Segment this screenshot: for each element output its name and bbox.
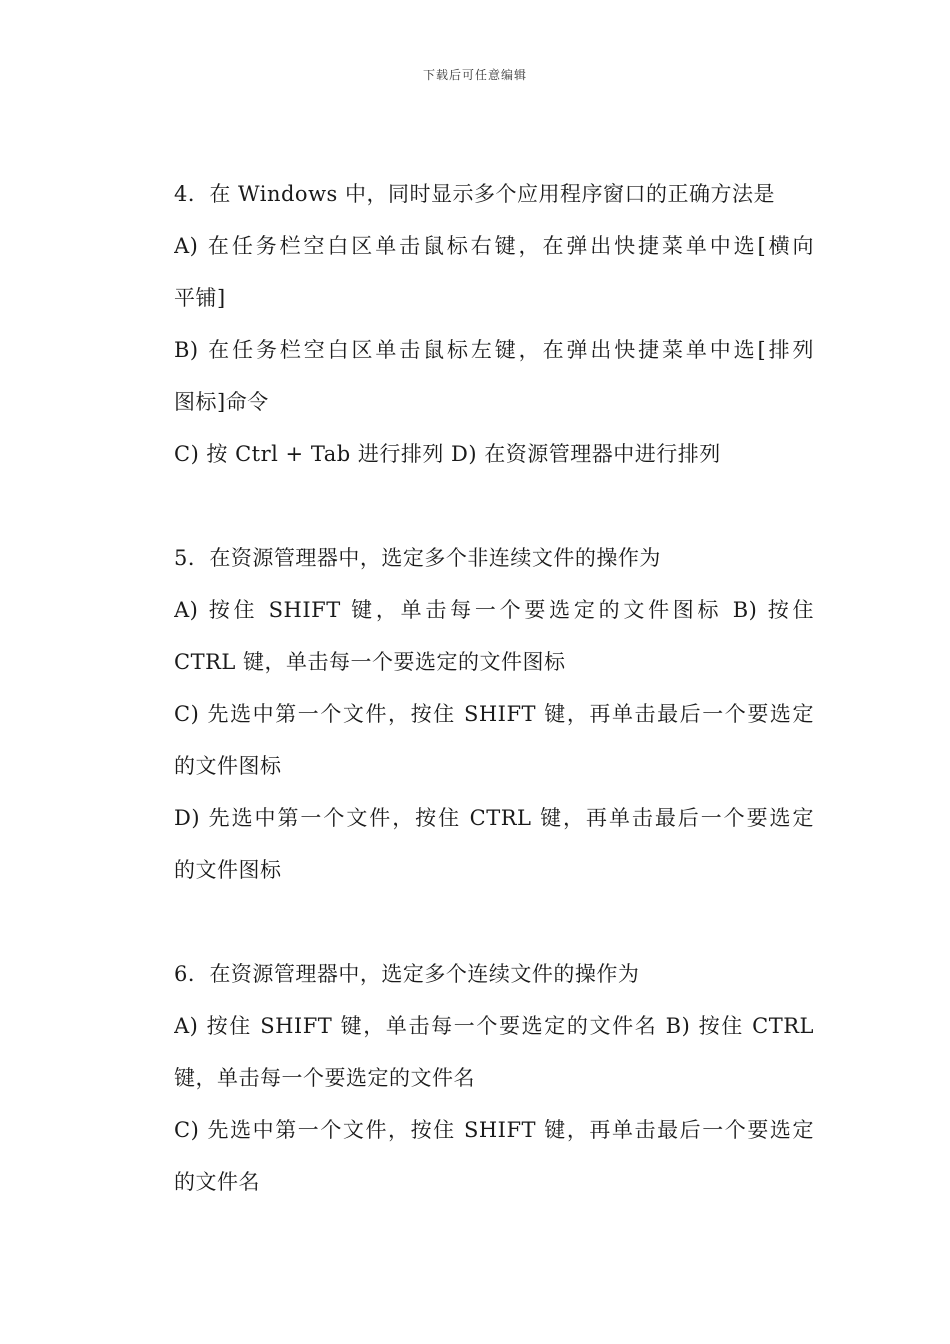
document-body — [174, 168, 814, 1260]
page-header: 下载后可任意编辑 — [422, 68, 527, 82]
question-4 — [174, 168, 814, 480]
question-4-option-b: B) 在任务栏空白区单击鼠标左键，在弹出快捷菜单中选[排列 — [174, 338, 814, 362]
question-6-option-b-cont: 键，单击每一个要选定的文件名 — [174, 1066, 475, 1090]
question-6-stem: 6．在资源管理器中，选定多个连续文件的操作为 — [174, 962, 640, 986]
question-6-option-ab: A) 按住 SHIFT 键，单击每一个要选定的文件名 B) 按住 CTRL — [174, 1014, 814, 1038]
question-5-option-d-cont: 的文件图标 — [174, 858, 282, 882]
question-4-stem: 4．在 Windows 中，同时显示多个应用程序窗口的正确方法是 — [174, 182, 776, 206]
question-6-option-c-cont: 的文件名 — [174, 1170, 260, 1194]
question-5-option-ab: A) 按住 SHIFT 键，单击每一个要选定的文件图标 B) 按住 — [174, 598, 814, 622]
question-6-option-c: C) 先选中第一个文件，按住 SHIFT 键，再单击最后一个要选定 — [174, 1118, 814, 1142]
question-4-option-a-cont: 平铺] — [174, 286, 226, 310]
question-4-option-cd: C) 按 Ctrl + Tab 进行排列 D) 在资源管理器中进行排列 — [174, 442, 721, 466]
question-4-option-b-cont: 图标]命令 — [174, 390, 269, 414]
question-5-option-c: C) 先选中第一个文件，按住 SHIFT 键，再单击最后一个要选定 — [174, 702, 814, 726]
question-4-option-a: A) 在任务栏空白区单击鼠标右键，在弹出快捷菜单中选[横向 — [174, 234, 814, 258]
question-5-stem: 5．在资源管理器中，选定多个非连续文件的操作为 — [174, 546, 661, 570]
question-5 — [174, 532, 814, 896]
question-5-option-d: D) 先选中第一个文件，按住 CTRL 键，再单击最后一个要选定 — [174, 806, 814, 830]
question-5-option-c-cont: 的文件图标 — [174, 754, 282, 778]
question-6 — [174, 948, 814, 1208]
question-5-option-b-cont: CTRL 键，单击每一个要选定的文件图标 — [174, 650, 566, 674]
